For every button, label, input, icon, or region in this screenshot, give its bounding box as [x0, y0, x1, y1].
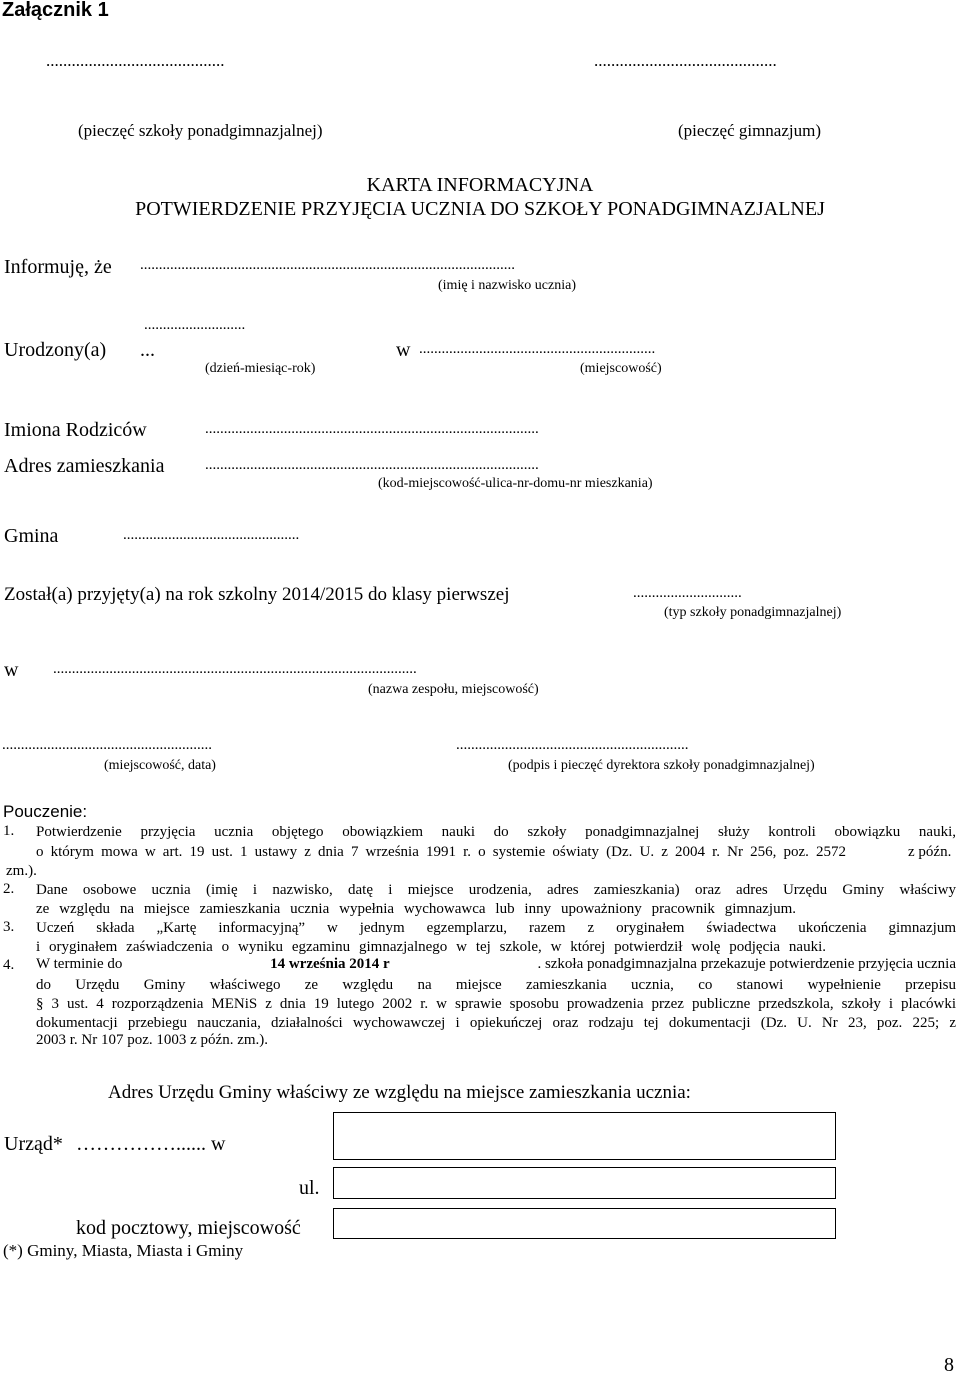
- place-date-field[interactable]: ........................................................: [2, 737, 212, 753]
- birth-place-w-label: w: [396, 339, 411, 361]
- instruction-3-line2: i oryginałem zaświadczenia o wyniku egzaminu gimnazjalnego w tej szkole, w której potwierdził wolę podjęcia nauki.: [36, 939, 826, 955]
- signature-field[interactable]: ..............................................................: [456, 737, 689, 753]
- office-name-field[interactable]: ……………...... w: [76, 1133, 226, 1155]
- instruction-4-pre: W terminie do: [36, 956, 123, 972]
- form-subtitle: POTWIERDZENIE PRZYJĘCIA UCZNIA DO SZKOŁY PONADGIMNAZJALNEJ: [135, 198, 825, 220]
- birth-date-field-top[interactable]: ...........................: [144, 317, 246, 333]
- school-stamp-caption: (pieczęć szkoły ponadgimnazjalnej): [78, 121, 323, 140]
- gmina-label: Gmina: [4, 525, 59, 547]
- instruction-4-deadline: 14 września 2014 r: [270, 956, 390, 972]
- school-name-caption: (nazwa zespołu, miejscowość): [368, 682, 539, 697]
- born-label: Urodzony(a): [4, 339, 107, 361]
- postal-label: kod pocztowy, miejscowość: [76, 1217, 301, 1239]
- form-title: KARTA INFORMACYJNA: [366, 174, 594, 196]
- instruction-4-post: . szkoła ponadgimnazjalna przekazuje potwierdzenie przyjęcia ucznia: [537, 956, 956, 972]
- parents-field[interactable]: .........................................................................................: [205, 421, 539, 437]
- parents-label: Imiona Rodziców: [4, 419, 147, 441]
- instruction-4-number: 4.: [3, 957, 15, 973]
- instruction-4-line2: do Urzędu Gminy właściwego ze względu na miejsce zamieszkania ucznia, co stanowi wypełnienie przepisu: [36, 977, 956, 993]
- instruction-1-line2: o którym mowa w art. 19 ust. 1 ustawy z dnia 7 września 1991 r. o systemie oświaty (Dz. U. z 2004 r. Nr 256, poz. 2572: [36, 844, 846, 860]
- school-type-caption: (typ szkoły ponadgimnazjalnej): [664, 605, 842, 620]
- gymnasium-stamp-caption: (pieczęć gimnazjum): [678, 121, 822, 140]
- instruction-4-line4: dokumentacji przebiegu nauczania, działalności wychowawczej i opiekuńczej oraz rodzaju tej dokumentacji (Dz. U. Nr 23, poz. 225; z: [36, 1015, 956, 1031]
- instructions-heading: Pouczenie:: [3, 802, 88, 821]
- admission-label: Został(a) przyjęty(a) na rok szkolny 2014/2015 do klasy pierwszej: [4, 584, 510, 605]
- street-label: ul.: [299, 1177, 320, 1199]
- school-type-field[interactable]: .............................: [633, 585, 742, 601]
- school-name-w-label: w: [4, 659, 19, 681]
- address-label: Adres zamieszkania: [4, 455, 165, 477]
- informuje-label: Informuję, że: [4, 256, 112, 278]
- footnote: (*) Gminy, Miasta, Miasta i Gminy: [3, 1241, 244, 1260]
- birth-place-field[interactable]: ...............................................................: [419, 341, 656, 357]
- birth-place-caption: (miejscowość): [580, 361, 662, 376]
- instruction-1-number: 1.: [3, 823, 15, 839]
- instruction-1-line2-end: z późn.: [908, 844, 952, 860]
- office-name-box[interactable]: [333, 1112, 836, 1160]
- gmina-field[interactable]: ...............................................: [123, 527, 300, 543]
- instruction-3-number: 3.: [3, 919, 15, 935]
- office-label: Urząd*: [4, 1133, 63, 1155]
- instruction-2-line2: ze względu na miejsce zamieszkania ucznia wypełnia wychowawca lub inny upoważniony pracownik gimnazjum.: [36, 901, 796, 917]
- address-caption: (kod-miejscowość-ulica-nr-domu-nr mieszkania): [378, 476, 653, 491]
- student-name-caption: (imię i nazwisko ucznia): [438, 278, 577, 293]
- school-stamp-dots: ..........................................: [46, 51, 225, 70]
- gymnasium-stamp-dots: ...........................................: [594, 51, 777, 70]
- birth-date-caption: (dzień-miesiąc-rok): [205, 361, 316, 376]
- school-name-field[interactable]: .................................................................................................: [53, 661, 417, 677]
- street-box[interactable]: [333, 1167, 836, 1199]
- instruction-4-line5: 2003 r. Nr 107 poz. 1003 z późn. zm.).: [36, 1032, 269, 1048]
- annex-title: Załącznik 1: [2, 0, 109, 21]
- place-date-caption: (miejscowość, data): [104, 758, 216, 773]
- office-heading: Adres Urzędu Gminy właściwy ze względu na miejsce zamieszkania ucznia:: [108, 1082, 691, 1103]
- student-name-field[interactable]: ....................................................................................................: [140, 257, 515, 273]
- address-field[interactable]: .........................................................................................: [205, 457, 539, 473]
- page-number: 8: [944, 1354, 954, 1376]
- instruction-3-line1: Uczeń składa „Kartę informacyjną” w jednym egzemplarzu, razem z oryginałem świadectwa ukończenia gimnazjum: [36, 920, 956, 936]
- instruction-4-line1: [36, 957, 956, 972]
- instruction-1-line1: Potwierdzenie przyjęcia ucznia objętego obowiązkiem nauki do szkoły ponadgimnazjalnej służy kontroli obowiązku nauki,: [36, 824, 956, 840]
- birth-date-field[interactable]: ...: [140, 339, 155, 361]
- instruction-1-line3: zm.).: [6, 863, 37, 879]
- instruction-4-line3: § 3 ust. 4 rozporządzenia MENiS z dnia 19 lutego 2002 r. w sprawie sposobu prowadzenia przez publiczne przedszkola, szkoły i placówki: [36, 996, 956, 1012]
- instruction-2-line1: Dane osobowe ucznia (imię i nazwisko, datę i miejsce urodzenia, adres zamieszkania) oraz adres Urzędu Gminy właściwy: [36, 882, 956, 898]
- instruction-2-number: 2.: [3, 881, 15, 897]
- postal-box[interactable]: [333, 1208, 836, 1239]
- signature-caption: (podpis i pieczęć dyrektora szkoły ponadgimnazjalnej): [508, 758, 815, 773]
